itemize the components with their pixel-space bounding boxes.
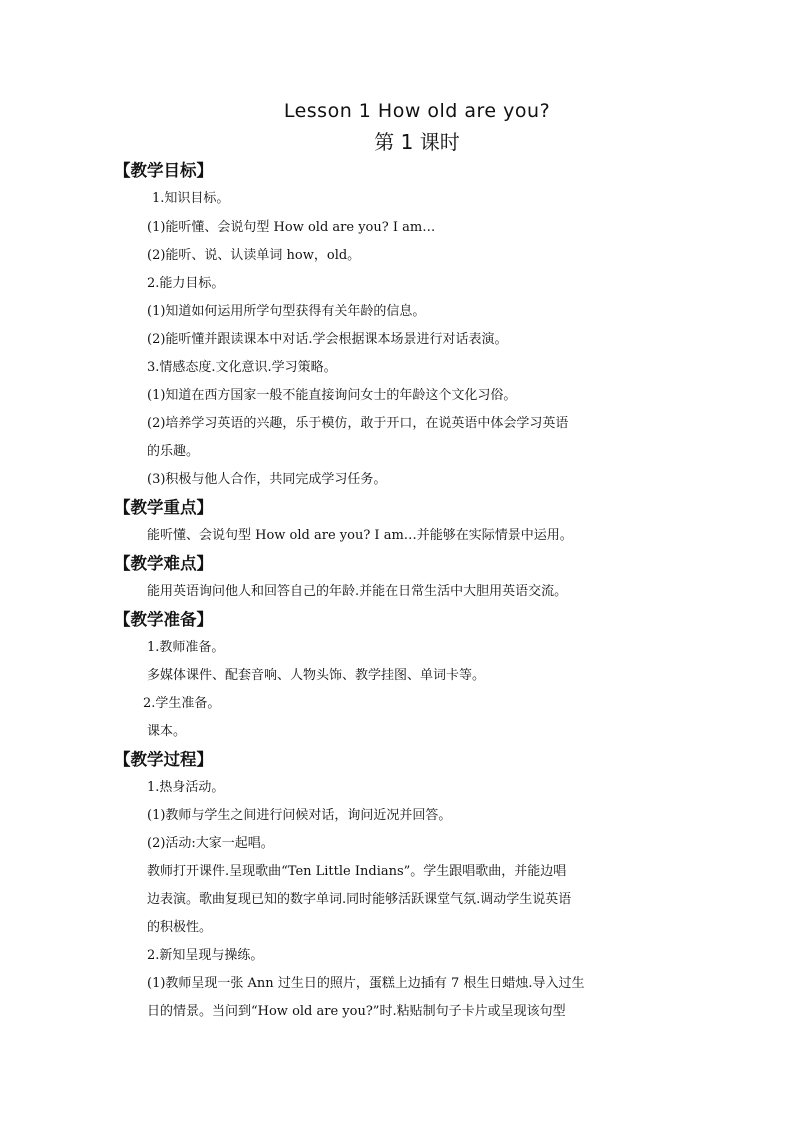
objective-line: 3.情感态度.文化意识.学习策略。	[147, 360, 337, 375]
process-line: 教师打开课件.呈现歌曲“Ten Little Indians”。学生跟唱歌曲，并能边唱	[147, 864, 567, 879]
section-heading-objectives: 【教学目标】	[114, 161, 213, 180]
objective-line: (1)能听懂、会说句型 How old are you? I am…	[147, 220, 436, 235]
objective-line: (1)知道如何运用所学句型获得有关年龄的信息。	[147, 304, 426, 319]
process-line: 2.新知呈现与操练。	[147, 948, 264, 963]
process-line: 1.热身活动。	[147, 780, 225, 795]
objective-line: 1.知识目标。	[152, 191, 230, 206]
difficulty-line: 能用英语询问他人和回答自己的年龄.并能在日常生活中大胆用英语交流。	[147, 584, 568, 599]
lesson-title: Lesson 1 How old are you?	[283, 100, 551, 122]
process-line: (2)活动:大家一起唱。	[147, 836, 274, 851]
section-heading-difficulties: 【教学难点】	[114, 554, 213, 573]
objective-line: 的乐趣。	[147, 444, 200, 459]
section-heading-preparation: 【教学准备】	[114, 610, 213, 629]
lesson-subtitle: 第 1 课时	[374, 130, 460, 154]
preparation-line: 课本。	[147, 724, 187, 739]
objective-line: (1)知道在西方国家一般不能直接询问女士的年龄这个文化习俗。	[147, 388, 517, 403]
objective-line: (3)积极与他人合作，共同完成学习任务。	[147, 472, 387, 487]
section-heading-key-points: 【教学重点】	[114, 498, 213, 517]
preparation-line: 2.学生准备。	[143, 696, 221, 711]
objective-line: (2)培养学习英语的兴趣，乐于模仿，敢于开口，在说英语中体会学习英语	[147, 416, 569, 431]
process-line: (1)教师与学生之间进行问候对话，询问近况并回答。	[147, 808, 452, 823]
process-line: 日的情景。当问到“How old are you?”时.粘贴制句子卡片或呈现该句型	[147, 1004, 566, 1019]
objective-line: (2)能听懂并跟读课本中对话.学会根据课本场景进行对话表演。	[147, 332, 508, 347]
process-line: 边表演。歌曲复现已知的数字单词.同时能够活跃课堂气氛.调动学生说英语	[147, 892, 572, 907]
process-line: 的积极性。	[147, 920, 213, 935]
objective-line: 2.能力目标。	[147, 276, 225, 291]
process-line: (1)教师呈现一张 Ann 过生日的照片，蛋糕上边插有 7 根生日蜡烛.导入过生	[147, 976, 585, 991]
section-heading-process: 【教学过程】	[114, 750, 213, 769]
key-point-line: 能听懂、会说句型 How old are you? I am…并能够在实际情景中运用。	[147, 528, 573, 543]
preparation-line: 1.教师准备。	[147, 640, 225, 655]
preparation-line: 多媒体课件、配套音响、人物头饰、教学挂图、单词卡等。	[147, 668, 486, 683]
objective-line: (2)能听、说、认读单词 how，old。	[147, 248, 361, 263]
